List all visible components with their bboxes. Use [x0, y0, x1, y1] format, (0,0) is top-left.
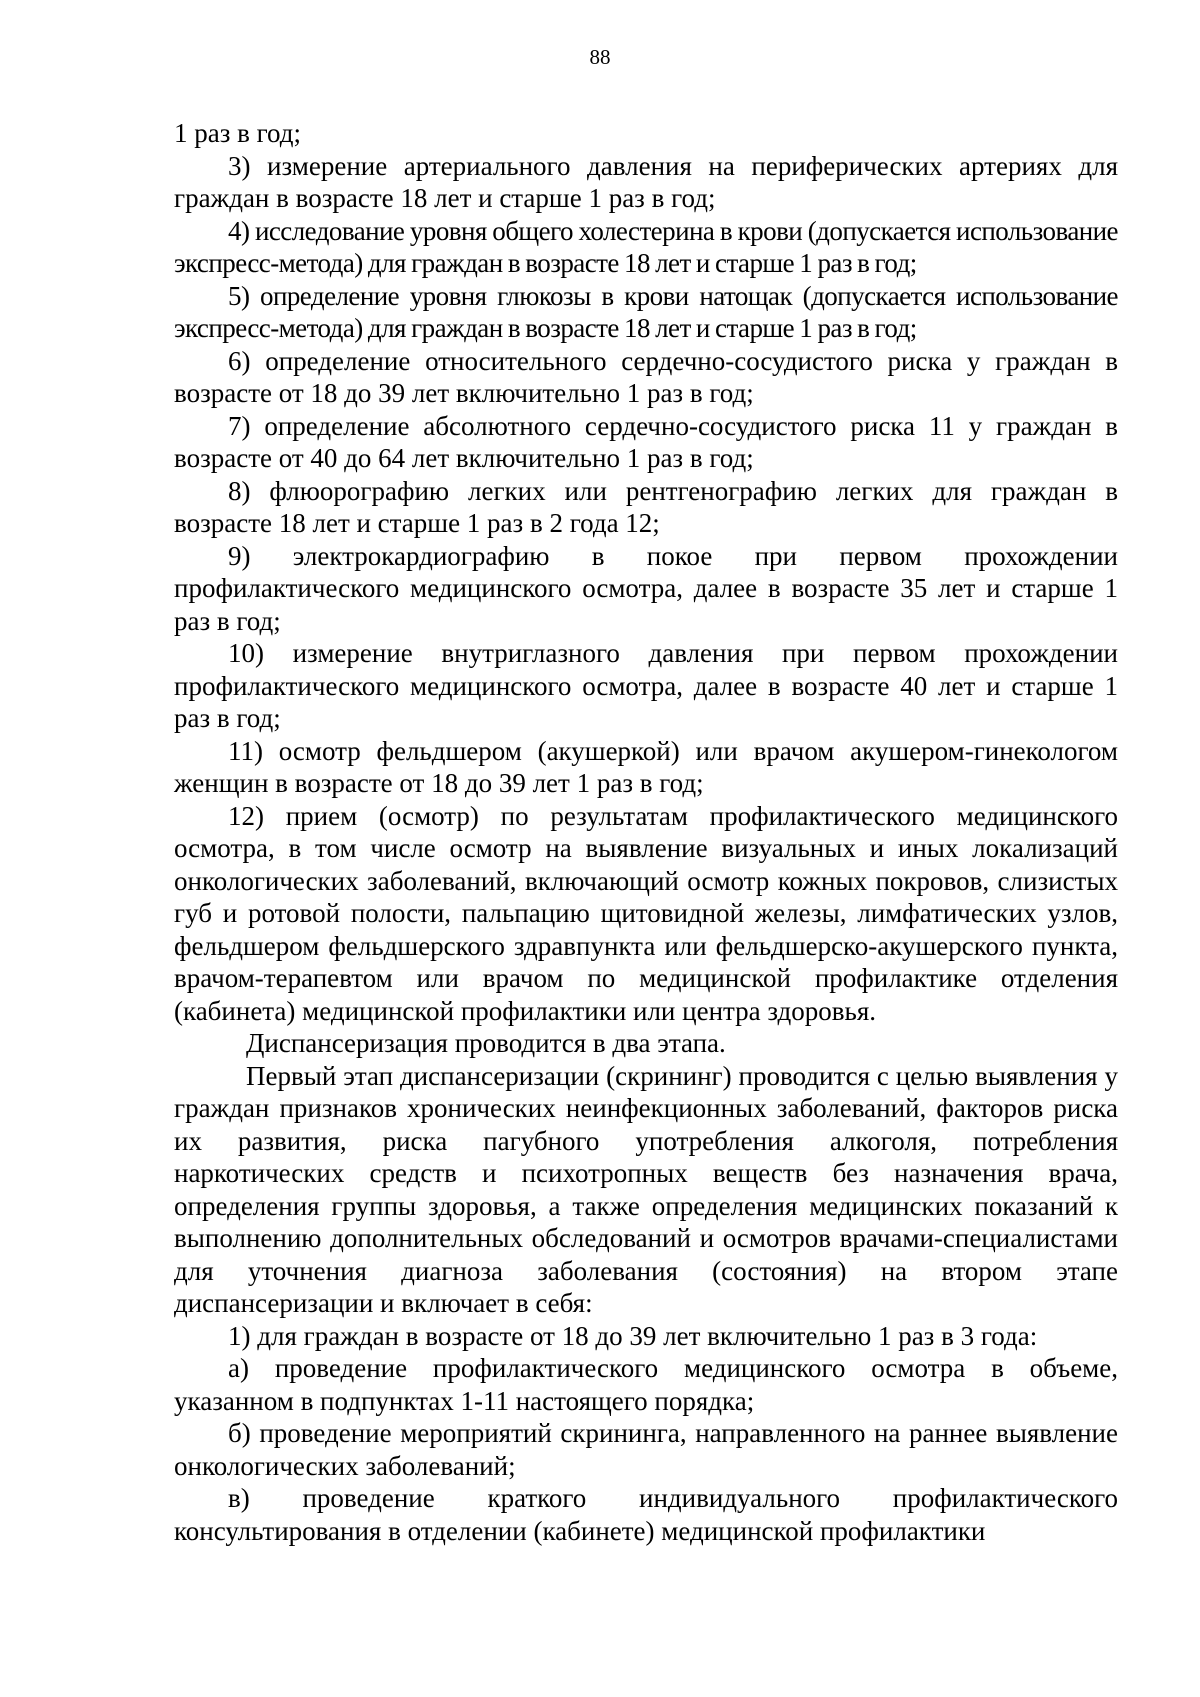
paragraph-first-stage: Первый этап диспансеризации (скрининг) проводится с целью выявления у граждан признаков хронических неинфекционных заболеваний, факторов риска их развития, риска пагубного употребления алкоголя, потребления наркотических средств и психотропных веществ без назначения врача, определения группы здоровья, а также определения медицинских показаний к выполнению дополнительных обследований и осмотров врачами-специалистами для уточнения диагноза заболевания (состояния) на втором этапе диспансеризации и включает в себя: [174, 1060, 1118, 1318]
list-item-8: 8) флюорографию легких или рентгенографию легких для граждан в возрасте 18 лет и старше 1 раз в 2 года 12; [174, 475, 1118, 538]
list-item-7: 7) определение абсолютного сердечно-сосудистого риска 11 у граждан в возрасте от 40 до 64 лет включительно 1 раз в год; [174, 410, 1118, 473]
sub-item-b: б) проведение мероприятий скрининга, направленного на раннее выявление онкологических заболеваний; [174, 1418, 1118, 1481]
document-body [174, 117, 1118, 1547]
list-item-5: 5) определение уровня глюкозы в крови натощак (допускается использование экспресс-метода) для граждан в возрасте 18 лет и старше 1 раз в год; [174, 280, 1118, 343]
paragraph-stages: Диспансеризация проводится в два этапа. [246, 1028, 726, 1058]
list-item-11: 11) осмотр фельдшером (акушеркой) или врачом акушером-гинекологом женщин в возрасте от 18 до 39 лет 1 раз в год; [174, 735, 1118, 798]
list-item-3: 3) измерение артериального давления на периферических артериях для граждан в возрасте 18 лет и старше 1 раз в год; [174, 150, 1118, 213]
sub-item-v: в) проведение краткого индивидуального профилактического консультирования в отделении (кабинете) медицинской профилактики [174, 1483, 1118, 1546]
list-item-6: 6) определение относительного сердечно-сосудистого риска у граждан в возрасте от 18 до 39 лет включительно 1 раз в год; [174, 345, 1118, 408]
list-item-4: 4) исследование уровня общего холестерина в крови (допускается использование экспресс-метода) для граждан в возрасте 18 лет и старше 1 раз в год; [174, 215, 1118, 278]
list-item-10: 10) измерение внутриглазного давления при первом прохождении профилактического медицинского осмотра, далее в возрасте 40 лет и старше 1 раз в год; [174, 638, 1118, 733]
list-item-9: 9) электрокардиографию в покое при первом прохождении профилактического медицинского осмотра, далее в возрасте 35 лет и старше 1 раз в год; [174, 540, 1118, 636]
paragraph-continuation: 1 раз в год; [174, 118, 302, 148]
sub-item-a: а) проведение профилактического медицинского осмотра в объеме, указанном в подпунктах 1-11 настоящего порядка; [174, 1353, 1118, 1416]
list-item-12: 12) прием (осмотр) по результатам профилактического медицинского осмотра, в том числе осмотр на выявление визуальных и иных локализаций онкологических заболеваний, включающий осмотр кожных покровов, слизистых губ и ротовой полости, пальпацию щитовидной железы, лимфатических узлов, фельдшером фельдшерского здравпункта или фельдшерско-акушерского пункта, врачом-терапевтом или врачом по медицинской профилактике отделения (кабинета) медицинской профилактики или центра здоровья. [174, 800, 1118, 1026]
list-item-age-group: 1) для граждан в возрасте от 18 до 39 лет включительно 1 раз в 3 года: [228, 1320, 1038, 1351]
page-number: 88 [589, 45, 611, 69]
